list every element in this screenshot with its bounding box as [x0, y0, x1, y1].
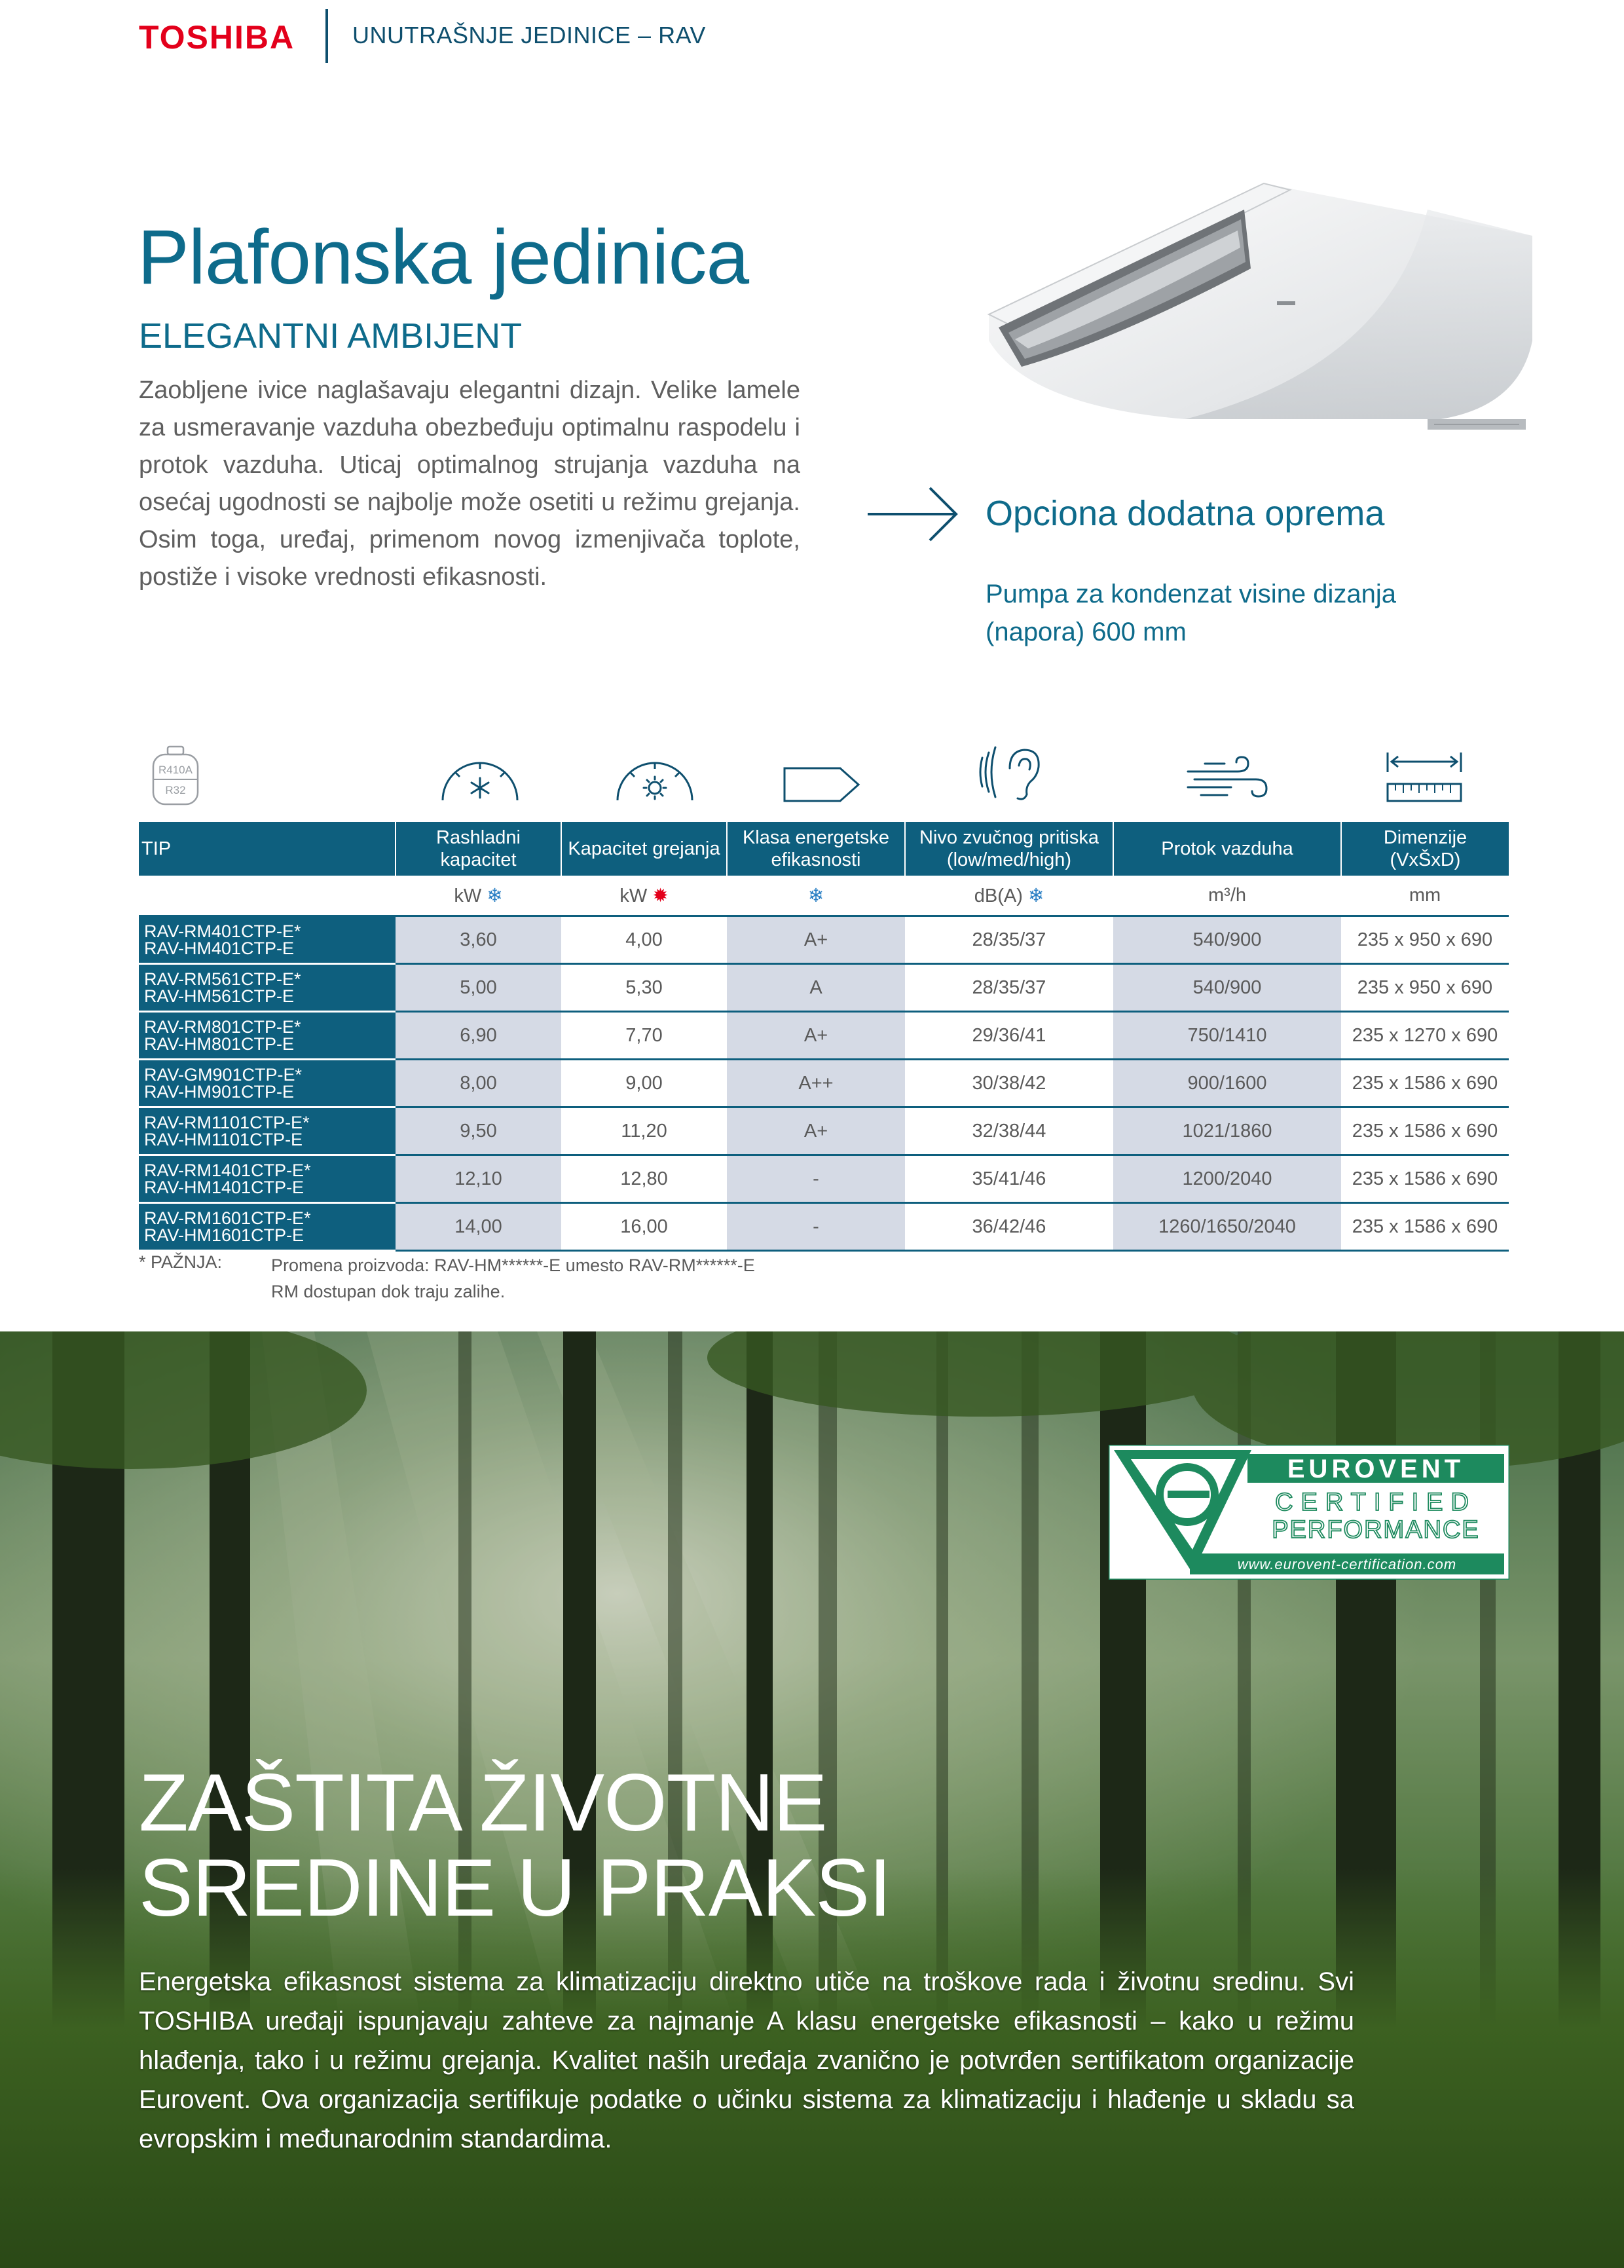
header-energy-line-2: efikasnosti — [771, 849, 861, 870]
cooling-cell: 8,00 — [396, 1060, 561, 1107]
unit-empty — [139, 876, 396, 916]
energy-cell: - — [727, 1203, 905, 1251]
dimensions-cell: 235 x 1586 x 690 — [1341, 1060, 1509, 1107]
cooling-cell: 5,00 — [396, 964, 561, 1012]
page-title: Plafonska jedinica — [138, 214, 749, 301]
cooling-cell: 6,90 — [396, 1012, 561, 1060]
dimensions-ruler-icon — [1385, 750, 1464, 804]
dimensions-cell: 235 x 1586 x 690 — [1341, 1107, 1509, 1155]
intro-paragraph: Zaobljene ivice naglašavaju elegantni dizajn. Velike lamele za usmeravanje vazduha obezbeđuju optimalnu raspodelu i protok vazduha. Uticaj optimalnog strujanja vazduha na osećaj ugodnosti se najbolje može osetiti u režimu grejanja. Osim toga, uređaj, primenom novog izmenjivača toplote, postiže i visoke vrednosti efikasnosti. — [139, 377, 800, 591]
sound-pressure-ear-icon — [978, 742, 1044, 802]
snowflake-icon: ❄ — [807, 885, 824, 906]
heating-cell: 5,30 — [561, 964, 727, 1012]
noise-cell: 35/41/46 — [905, 1155, 1113, 1203]
airflow-cell: 1200/2040 — [1113, 1155, 1341, 1203]
model-cell — [139, 964, 396, 1012]
eco-title-line-2: SREDINE U PRAKSI — [139, 1843, 891, 1933]
model-cell — [139, 1155, 396, 1203]
header-noise-line-1: Nivo zvučnog pritiska — [919, 827, 1099, 848]
note-label: * PAŽNJA: — [139, 1252, 223, 1272]
optional-equipment-title: Opciona dodatna oprema — [986, 494, 1385, 533]
sun-icon: ✹ — [652, 885, 669, 906]
unit-cooling — [396, 876, 561, 916]
model-name-hm: RAV-HM1401CTP-E — [144, 1178, 304, 1197]
heating-cell: 16,00 — [561, 1203, 727, 1251]
heating-cell: 9,00 — [561, 1060, 727, 1107]
header-cooling — [396, 822, 561, 876]
header-divider — [325, 9, 328, 63]
energy-label-tag-icon — [783, 766, 861, 803]
model-name-hm: RAV-HM401CTP-E — [144, 939, 295, 958]
section-label: UNUTRAŠNJE JEDINICE – RAV — [352, 22, 706, 48]
model-name-rm: RAV-RM561CTP-E* — [144, 969, 301, 989]
airflow-cell: 750/1410 — [1113, 1012, 1341, 1060]
heating-capacity-gauge-icon — [614, 753, 696, 803]
optional-equipment-text — [986, 575, 1444, 651]
note-line-1: Promena proizvoda: RAV-HM******-E umesto RAV-RM******-E — [271, 1255, 755, 1275]
heating-cell: 11,20 — [561, 1107, 727, 1155]
model-cell — [139, 1012, 396, 1060]
model-name-rm: RAV-RM1401CTP-E* — [144, 1161, 311, 1180]
header-dimensions: Dimenzije (VxŠxD) — [1341, 822, 1509, 876]
energy-cell: A — [727, 964, 905, 1012]
header-noise-line-2: (low/med/high) — [946, 849, 1072, 870]
dimensions-cell: 235 x 1586 x 690 — [1341, 1155, 1509, 1203]
cooling-capacity-gauge-icon — [439, 753, 521, 803]
model-name-hm: RAV-HM1601CTP-E — [144, 1225, 304, 1245]
heating-cell: 7,70 — [561, 1012, 727, 1060]
specification-table — [139, 822, 1509, 1252]
model-name-hm: RAV-HM1101CTP-E — [144, 1130, 303, 1149]
airflow-cell: 1260/1650/2040 — [1113, 1203, 1341, 1251]
note-line-2: RM dostupan dok traju zalihe. — [271, 1282, 506, 1301]
unit-airflow: m³/h — [1113, 876, 1341, 916]
header-heating: Kapacitet grejanja — [561, 822, 727, 876]
unit-cooling-text: kW — [454, 885, 482, 906]
energy-cell: A+ — [727, 916, 905, 964]
noise-cell: 30/38/42 — [905, 1060, 1113, 1107]
dimensions-cell: 235 x 950 x 690 — [1341, 964, 1509, 1012]
cooling-cell: 14,00 — [396, 1203, 561, 1251]
table-units-row — [139, 876, 1509, 916]
energy-cell: A+ — [727, 1012, 905, 1060]
optional-equipment-line-1: Pumpa za kondenzat visine dizanja — [986, 580, 1397, 608]
unit-noise-text: dB(A) — [974, 885, 1023, 906]
header-tip: TIP — [139, 822, 396, 876]
table-header-row — [139, 822, 1509, 876]
refrigerant-cylinder-icon — [149, 745, 202, 806]
badge-line-3: PERFORMANCE — [1272, 1516, 1480, 1544]
heating-cell: 4,00 — [561, 916, 727, 964]
airflow-icon — [1185, 753, 1270, 803]
model-cell — [139, 1060, 396, 1107]
noise-cell: 36/42/46 — [905, 1203, 1113, 1251]
dimensions-cell: 235 x 1270 x 690 — [1341, 1012, 1509, 1060]
model-name-rm: RAV-RM801CTP-E* — [144, 1017, 301, 1037]
unit-energy — [727, 876, 905, 916]
badge-url: www.eurovent-certification.com — [1237, 1556, 1457, 1572]
model-name-rm: RAV-RM401CTP-E* — [144, 921, 301, 941]
model-name-rm: RAV-RM1601CTP-E* — [144, 1208, 311, 1228]
unit-heating-text: kW — [619, 885, 648, 906]
header-energy-line-1: Klasa energetske — [742, 827, 890, 848]
table-row — [139, 1012, 1509, 1060]
header-cooling-line-2: kapacitet — [440, 849, 517, 870]
model-name-rm: RAV-GM901CTP-E* — [144, 1065, 303, 1085]
energy-cell: - — [727, 1155, 905, 1203]
snowflake-icon: ❄ — [487, 885, 503, 906]
airflow-cell: 900/1600 — [1113, 1060, 1341, 1107]
table-row — [139, 1107, 1509, 1155]
eurovent-certified-badge — [1109, 1445, 1509, 1580]
unit-noise — [905, 876, 1113, 916]
badge-line-2: CERTIFIED — [1275, 1489, 1477, 1516]
unit-heating — [561, 876, 727, 916]
header-airflow: Protok vazduha — [1113, 822, 1341, 876]
airflow-cell: 540/900 — [1113, 964, 1341, 1012]
cooling-cell: 12,10 — [396, 1155, 561, 1203]
table-row — [139, 1155, 1509, 1203]
model-cell — [139, 1203, 396, 1251]
noise-cell: 29/36/41 — [905, 1012, 1113, 1060]
header-energy — [727, 822, 905, 876]
model-cell — [139, 1107, 396, 1155]
heating-cell: 12,80 — [561, 1155, 727, 1203]
cooling-cell: 9,50 — [396, 1107, 561, 1155]
table-row — [139, 1203, 1509, 1251]
energy-cell: A+ — [727, 1107, 905, 1155]
eco-title-line-1: ZAŠTITA ŽIVOTNE — [139, 1758, 827, 1848]
eco-paragraph: Energetska efikasnost sistema za klimatizaciju direktno utiče na troškove rada i životnu sredinu. Svi TOSHIBA uređaji ispunjavaju zahteve za najmanje A klasu energetske efikasnosti – kako u režimu hlađenja, tako i u režimu grejanja. Kvalitet naših uređaja zvanično je potvrđen sertifikatom organizacije Eurovent. Ova organizacija sertifikuje podatke o učinku sistema za klimatizaciju i hlađenje u skladu sa evropskim i međunarodnim standardima. — [139, 1967, 1354, 2153]
noise-cell: 28/35/37 — [905, 916, 1113, 964]
table-row — [139, 964, 1509, 1012]
toshiba-logo: TOSHIBA — [139, 19, 295, 56]
dimensions-cell: 235 x 950 x 690 — [1341, 916, 1509, 964]
airflow-cell: 540/900 — [1113, 916, 1341, 964]
header-cooling-line-1: Rashladni — [436, 827, 521, 848]
refrigerant-r32: R32 — [165, 784, 186, 796]
header-noise — [905, 822, 1113, 876]
badge-line-1: EUROVENT — [1287, 1455, 1465, 1483]
airflow-cell: 1021/1860 — [1113, 1107, 1341, 1155]
cooling-cell: 3,60 — [396, 916, 561, 964]
noise-cell: 28/35/37 — [905, 964, 1113, 1012]
ceiling-unit-image — [969, 170, 1532, 445]
refrigerant-r410a: R410A — [158, 764, 193, 776]
noise-cell: 32/38/44 — [905, 1107, 1113, 1155]
model-name-hm: RAV-HM561CTP-E — [144, 986, 295, 1006]
unit-dimensions: mm — [1341, 876, 1509, 916]
arrow-right-icon — [864, 485, 963, 544]
model-name-hm: RAV-HM801CTP-E — [144, 1034, 295, 1054]
model-name-rm: RAV-RM1101CTP-E* — [144, 1113, 310, 1132]
model-cell — [139, 916, 396, 964]
table-row — [139, 1060, 1509, 1107]
page-subtitle: ELEGANTNI AMBIJENT — [139, 316, 523, 356]
snowflake-icon: ❄ — [1027, 885, 1044, 906]
eco-title — [139, 1760, 891, 1931]
energy-cell: A++ — [727, 1060, 905, 1107]
table-row — [139, 916, 1509, 964]
note-text — [271, 1252, 755, 1305]
optional-equipment-line-2: (napora) 600 mm — [986, 618, 1187, 646]
model-name-hm: RAV-HM901CTP-E — [144, 1082, 295, 1102]
dimensions-cell: 235 x 1586 x 690 — [1341, 1203, 1509, 1251]
